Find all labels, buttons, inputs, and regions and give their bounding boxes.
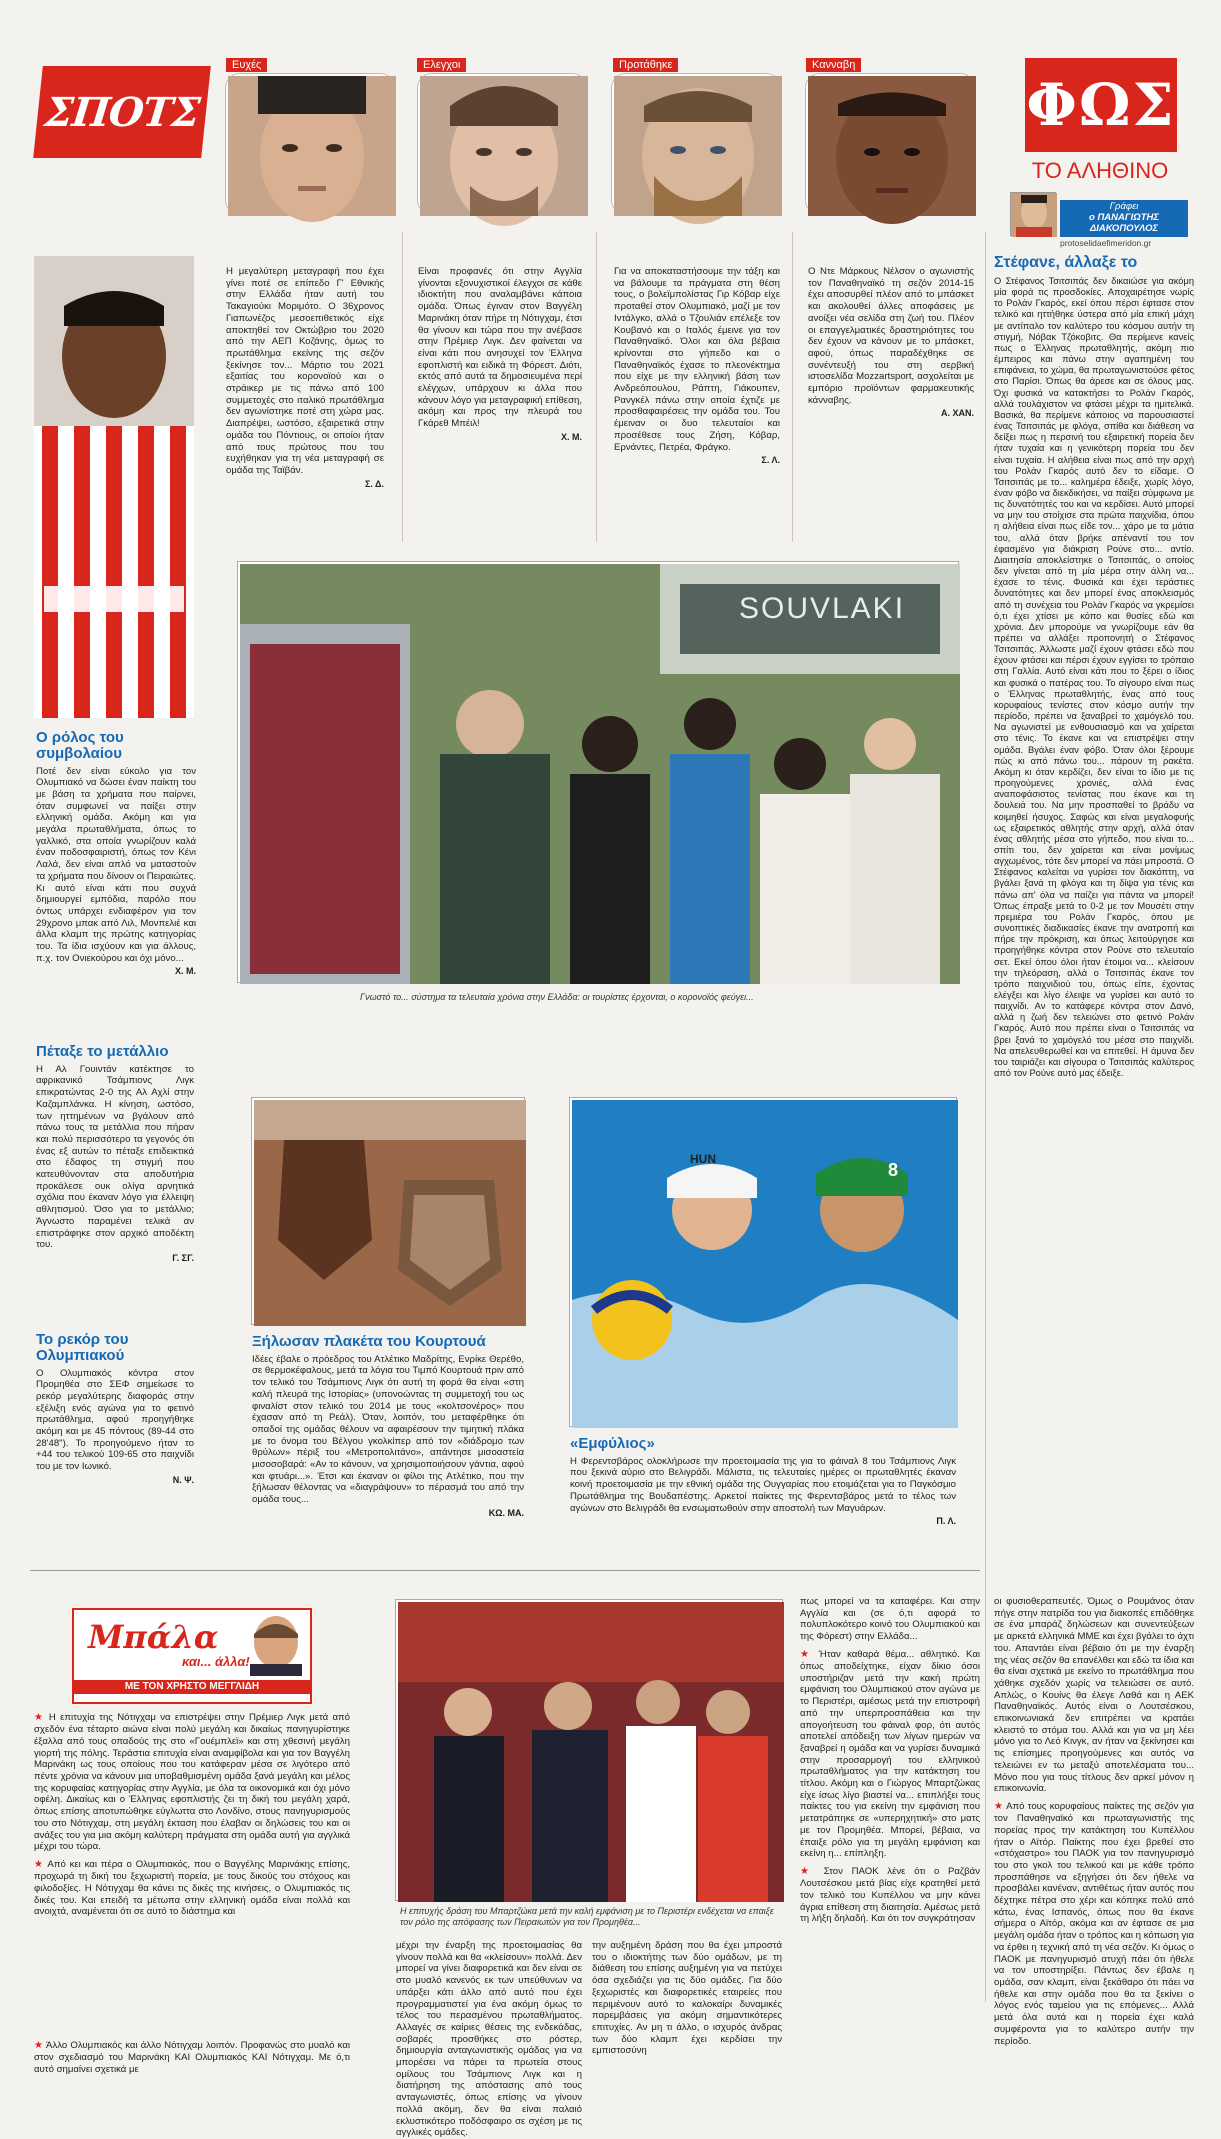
tab-euxes: Ευχές	[226, 58, 267, 72]
bartzokas-photo	[396, 1600, 782, 1900]
signature: Γ. ΣΓ.	[172, 1253, 194, 1263]
portrait-marinakis	[418, 74, 586, 214]
fos-subtitle: ΤΟ ΑΛΗΘΙΝΟ	[1031, 158, 1169, 183]
metallio-text: Η Αλ Γουιντάν κατέκτησε το αφρικανικό Τσάμπιονς Λιγκ επικρατώντας 2-0 της Αλ Αχλί στην Καζαμπλάνκα. Η κίνηση, ωστόσο, των ηττημένων να βγάλουν από πάνω τους τα μετάλλια που πήραν και πολύ περισσότερο τα γεγονός ότι ένας εξ αυτών το πέταξε επιδεικτικά στο έδαφος τη στιγμή που κατευθύνονταν στα αποδυτήρια προκάλεσε ουκ ολίγα αρνητικά σχόλια που έκαναν λόγο για έλλειψη αθλητισμού. Όσο για το μετάλλιο; Άγνωστο παραμένει τελικά αν επιστράφηκε στον αρχικό αποδέκτη του.	[36, 1063, 194, 1251]
signature: ΚΩ. ΜΑ.	[488, 1507, 524, 1518]
short-item-text: Είναι προφανές ότι στην Αγγλία γίνονται εξονυχιστικοί έλεγχοι σε κάθε ιδιοκτήτη που αναλαμβάνει κάποια ομάδα. Όπως έγιναν στον Βαγγέλη Μαρινάκη όταν πήρε τη Νότιγχαμ, έτσι θα γίνουν και τώρα που την ανέβασε στην Πρέμιερ Λιγκ. Δεν φαίνεται να είναι κάτι που ανησυχεί τον Έλληνα εφοπλιστή και ειδικά τη Φόρεστ. Διότι, εκτός από αυτά τα δημοσιευμένα περί ελέγχων, υπάρχουν κι άλλα που κάνουν λόγο για μεταγραφική επίθεση, ακόμη και προς την πλευρά του Γκάρεθ Μπέιλ!	[418, 266, 582, 430]
mpala-para-3: μέχρι την έναρξη της προετοιμασίας θα γίνουν πολλά και θα «κλείσουν» πολλά. Δεν μπορεί να γίνει διαφορετικά και δεν είναι σε στο μυαλό κανενός εκ των υπεύθυνων να υπάρξει κάτι άλλο από αυτό που έχει προγραμματιστεί για ένα ακόμη όμως το τέλος του περασμένου πρωταθλήματος. Αλλαγές σε καίριες θέσεις της ενδεκάδας, σοβαρές προσθήκες στο ρόστερ, δημιουργία ανταγωνιστικής ομάδας για να μπορέσει να πάρει τα πρωτεία στους ομίλους του Τσάμπιονς Λιγκ και η διατήρηση της απόστασης από τους ανταγωνιστές, όπως επίσης να γίνουν πολλά ακόμη, δεν θα είναι παλαιό εκλυστικότερο ποδόσφαιρο σε σχέση με τις αγγλικές ομάδες.	[396, 1940, 582, 2139]
mpala-title: Μπάλα	[88, 1618, 219, 1656]
symvolaio-article	[36, 730, 196, 976]
mpala-col-4	[994, 1596, 1194, 2047]
short-item-morimoto	[226, 266, 384, 490]
rekor-title: Το ρεκόρ του Ολυμπιακού	[36, 1331, 129, 1364]
columnist-avatar	[246, 1614, 306, 1676]
mpala-col-3	[800, 1596, 980, 1925]
mpala-para-1: Η επιτυχία της Νότιγχαμ να επιστρέψει στην Πρέμιερ Λιγκ μετά από σχεδόν ένα τέταρτο αιώνα είναι πολύ μεγάλη και δικαίως πανηγυρίστηκε έξαλλα από τους οπαδούς της στο «Γουέμπλεϊ» και στη χθεσινή μεγάλη γιορτή της πόλης. Τεράστια επιτυχία είναι αναμφίβολα και για τον Βαγγέλη Μαρινάκη ως τους οποίους που του κατάφεραν μέσα σε λιγότερο από πέντε χρόνια να κάνουν μια υποβαθμισμένη ομάδα ξανά μεγάλη και μέλος της κορυφαίας κατηγορίας στην Αγγλία, με όλα τα οικονομικά και όχι μόνο οφέλη. Δικαίως και ο Έλληνας εφοπλιστής ζει τη δική του μεγάλη χαρά, όπως επίσης αποτυπώθηκε εύγλωττα στο Λονδίνο, στους πανηγυρισμούς του στο Νότιγχαμ, στη μεγάλη έκταση που έλαβαν οι δηλώσεις του και οι ανάξες του για μια ακόμη καλύτερη πράγματα στη ομάδα αυτή για αγγλικά μέχρι του τώρα.	[34, 1712, 350, 1853]
star-icon: ★	[34, 2040, 44, 2051]
star-icon: ★	[34, 1712, 45, 1723]
main-photo-caption: Γνωστό το... σύστημα τα τελευταία χρόνια στην Ελλάδα: οι τουρίστες έρχονται, ο κορονοϊός φεύγει...	[360, 992, 754, 1002]
author-line-1: Γράφει	[1109, 201, 1139, 212]
mpala-para-10: Από τους κορυφαίους παίκτες της σεζόν για τον Παναθηναϊκό και πρωταγωνιστής της πορείας προς την κατάκτηση του Κυπέλλου ήταν ο Αϊτόρ. Παίκτης που έχει βρεθεί στο «στόχαστρο» του ΠΑΟΚ για τον πανηγυρισμό του στο γκολ του τελικού και με κάθε τρόπο προσπάθησε να εξηγήσει ότι δεν ήθελε να προσβάλει κανέναν, αντιθέτως ήταν αυτός που δέχτηκε πέτρα στο χέρι και κόπηκε πολύ από κάτω, ένας Ισπανός, όπως που θα έκανε σήμερα ο Αϊτόρ, ακόμα και αν έφτασε σε μια μεγάλη ομάδα ήταν ο τρόπος και η κόπωση για να έρθει η τεχνική από τη νέα σεζόν. Κι όμως ο ΠΑΟΚ με πανηγυρισμό ατυχή πάει ότι ήθελε να τον υποστηρίξει. Πάντως δεν έβαλε η ομάδα, σαν κλαμπ, είναι ξεκάθαρο ότι πάει να ήθελε και στην ομάδα που θα τα ξεκίνει ο λόγος ενός ταμείου για τις επόμενες... Αλλά μετά όλα αυτά και η πορεία έχει καλά συμφέροντα για το καλύτερο αυτήν την περίοδο.	[994, 1800, 1195, 2047]
emfylios-title: «Εμφύλιος»	[570, 1435, 655, 1452]
signature: Σ. Δ.	[364, 478, 384, 489]
plaketa-article	[252, 1334, 524, 1518]
short-item-nelson	[808, 266, 974, 419]
mpala-col-1	[34, 1712, 350, 1918]
signature: Σ. Λ.	[761, 455, 780, 466]
rekor-article	[36, 1332, 194, 1485]
cap-hun-label: HUN	[690, 1152, 716, 1166]
mpala-byline: ΜΕ ΤΟΝ ΧΡΗΣΤΟ ΜΕΓΓΛΙΔΗ	[74, 1680, 310, 1694]
mpala-para-8: Στον ΠΑΟΚ λένε ότι ο Ραζβάν Λουτσέσκου μετά βίας είχε κρατηθεί μετά τον τελικό του Κυπέλλου να μην κάνει άγρια επίθεση στη διαιτησία. Αμέσως μετά τη λήξη δηλαδή. Και ότι τον συγκράτησαν	[800, 1865, 981, 1925]
short-item-text: Για να αποκαταστήσουμε την τάξη και να βάλουμε τα πράγματα στη θέση τους, ο βολεϊμπολίστας Γιρ Κόβαρ είχε προταθεί στον Ολυμπιακό, μαζί με τον Ιντάλγκο, αλλά ο Τζουλιάν επέλεξε τον Κουβανό και ο Ιταλός έμεινε για τον Παναθηναϊκό. Όλοι και όλα βέβαια κρίνονται στο γήπεδο και ο Παναθηναϊκός έχασε το πλεονέκτημα που είχε με την ελληνική βάση των Ανδρεόπουλου, Ράπτη, Γιάκουπεν, Ρανγκέλ πάνω στην οποία έχτιζε με προσθαφαιρέσεις την ομάδα του. Του έμειναν οι δυο τελευταίοι και προσέθεσε τους Ζήση, Κόβαρ, Ερνάντες, Πετρέα, Φράγκο.	[614, 266, 780, 453]
metallio-title: Πέταξε το μετάλλιο	[36, 1043, 169, 1060]
waterpolo-photo	[570, 1098, 956, 1426]
portrait-nelson	[806, 74, 974, 214]
author-line-2: ο ΠΑΝΑΓΙΩΤΗΣ	[1089, 211, 1159, 223]
mpala-col-2a	[396, 1940, 582, 2139]
fos-headline: Στέφανε, άλλαξε το	[994, 254, 1138, 271]
emfylios-text: Η Φερεντσβάρος ολοκλήρωσε την προετοιμασία της για το φάιναλ 8 του Τσάμπιονς Λιγκ που ξεκινά αύριο στο Βελιγράδι. Μάλιστα, τις τελευταίες ημέρες οι πρωταθλητές έκαναν κοινή προετοιμασία με την εθνική ομάδα της Ουγγαρίας που ετοιμάζεται για το Παγκόσμιο Πρωτάθλημα της Βουδαπέστης. Αρκετοί παίκτες της Φερεντσβάρος μετά το τέλος των αγώνων στο Βελιγράδι θα ενσωματωθούν στην αποστολή των Μαγυάρων.	[570, 1455, 956, 1514]
tab-elegxoi: Ελεγχοι	[417, 58, 466, 72]
star-icon: ★	[800, 1865, 815, 1877]
short-item-kovar	[614, 266, 780, 466]
short-item-text: Ο Ντε Μάρκους Νέλσον ο αγωνιστής τον Παναθηναϊκό τη σεζόν 2014-15 έχει αποσυρθεί πλέον από το μπάσκετ και ακολουθεί άλλες αποφάσεις με ανοίξει νέα σελίδα στη ζωή του. Πλέον οι επαγγελματικές δραστηριότητες του δεν έχουν να κάνουν με το μπάσκετ, αφού, όπως παραδέχθηκε σε συνέντευξή του στη σερβική ιστοσελίδα Mozzartsport, ασχολείται με εμπόριο προϊόντων φαρμακευτικής κάνναβης.	[808, 266, 974, 406]
sports-section-logo: ΣΠΟΤΣ	[33, 66, 211, 158]
star-icon: ★	[994, 1800, 1004, 1812]
plaketa-title: Ξήλωσαν πλακέτα του Κουρτουά	[252, 1333, 486, 1350]
mpala-para-5: την αυξημένη δράση που θα έχει μπροστά του ο ιδιοκτήτης των δύο ομάδων, με τη διάθεση του επίσης αυξημένη για να πετύχει όσα σχεδιάζει για τις δύο ομάδες. Για δύο ξεχωριστές και διαφορετικές εταιρείες που περιμένουν αυτό το καλοκαίρι δυναμικές παρεμβάσεις για ακόμη σημαντικότερες επιτυχίες. Αν μη τι άλλο, ο ισχυρός άνδρας των δύο κλαμπ έχει κερδίσει την εμπιστοσύνη	[592, 1940, 782, 2057]
plaketa-photo	[252, 1098, 524, 1324]
mpala-column-header	[72, 1608, 312, 1704]
fos-logo: ΦΩΣ	[1025, 58, 1177, 152]
signature: Χ. Μ.	[560, 431, 582, 442]
section-divider	[30, 1570, 980, 1571]
tab-kannavi: Κανναβη	[806, 58, 861, 72]
mpala-photo-caption: Η επιτυχής δράση του Μπαρτζώκα μετά την καλή εμφάνιση με το Περιστέρι ενδέχεται να επαιξε τον ρόλο της απόφασης των Πειραιωτών για τον Προμηθέα...	[400, 1906, 774, 1927]
signature: Χ. Μ.	[174, 966, 196, 977]
short-item-forest	[418, 266, 582, 443]
fos-text: Ο Στέφανος Τσιτσιπάς δεν δικαιώσε για ακόμη μία φορά τις προσδοκίες. Αποχαιρέτησε νωρίς το Ρολάν Γκαρός, εκεί όπου πέρσι έφτασε στον τελικό και ηττήθηκε ύστερα από μία επική μάχη με αντίπαλο τον καλύτερο του κόσμου αυτήν τη στιγμή, Νόβακ Τζόκοβιτς. Θα περίμενε κανείς πως ο Έλληνας πρωταθλητής, ακόμη πιο έμπειρος και πάνω στην αγαπημένη του επιφάνεια, το χώμα, θα πρωταγωνιστούσε φέτος στο Παρίσι. Όπως θα άρεσε και σε όλους μας. Όχι φυσικά να κατακτήσει το Ρολάν Γκαρός, αλλά τουλάχιστον να φτάσει μέχρι τα ημιτελικά. Βασικά, θα περίμενε κάποιος να παρουσιαστεί ένας Τσιτσιπάς με φλόγα, σπίθα και διάθεση να δείξει πως η περσινή του εξαιρετική πορεία δεν ήταν τυχαία και η γενικότερη πορεία του δεν είναι τυχαία. Η αλήθεια είναι πως από την αρχή του Ρολάν Γκαρός αυτό δεν το είδαμε. Ο Τσιτσιπάς με το... καλημέρα έδειξε, χωρίς λόγο, έναν φόβο να διεκδικήσει, να παίξει σύμφωνα με τις δυνατότητές του και να κερδίσει. Αυτό μπορεί να μην του στοίχισε στα πρώτα παιχνίδια, όπου η αλήθεια είναι πως είδε τον... χάρο με τα μάτια του, αλλά όταν βρήκε απέναντί του τον έφασμένο για διάκριση Ρούνε στο... αντίο. Διαιτησία αποκλείστηκε ο Τσιτσιπάς, ο οποίος δεν γίνεται από τη μία μέρα στην άλλη να... έχασε το τένις. Φυσικά και έχει τεράστιες δυνατότητες και δεν μπορεί ένας αποκλεισμός από τη συνέχεια του Ρολάν Γκαρός να γκρεμίσει ό,τι έχει χτίσει με κόπο και θυσίες εδώ και χρόνια. Δεν μπορούμε να γνωρίζουμε εάν θα πρέπει να αλλάξει προπονητή ο Στέφανος Τσιτσιπάς. Άλλωστε μαζί έχουν φτάσει εδώ που έχουν φτάσει και πέρσι έχουν εγγίσει το τρόπαιο στη Γαλλία. Αυτό είναι κάτι που το ξέρει ο ίδιος και φυσικά ο πατέρας του. Το σίγουρο είναι πως ο Έλληνας πρωταθλητής, ένας από τους κορυφαίους τενίστες στον κόσμο αυτήν την περίοδο, πρέπει να ξαναβρεί το χαμόγελό του. Να αγωνιστεί με ενθουσιασμό και να χαίρεται στο τένις. Το έκανε και να επιστρέψει στην ομάδα. Βγάλει έναν φόβο. Όταν όλοι ξέρουμε πώς κι από πάνω του... πάρουν τη ρακέτα. Ακόμη κι όταν κερδίζει, δεν είναι το ίδιο με τις προηγούμενες χρονιές, αλλά ένας αναποφάσιστος τενίστας που έκανε και τη δουλειά του. Να μην προσπαθεί το βράδυ να κοιμηθεί ήσυχος. Σαφώς και είναι μεγαλοφυής ως εξαιρετικός αθλητής στην αρχή, αλλά όταν ένας αθλητής μέσα στο γήπεδο, που είναι το... σπίτι του, δεν χαίρεται και είναι μονίμως αγχωμένος, τότε δεν μπορεί να πάει μπροστά. Ο Στέφανος καλείται να γυρίσει τον διακόπτη, να βγάλει ξανά τη φλόγα και τη δίψα για τένις και πάνω απ' όλα να παίζει για πάντα να μπορεί! Όπως έπραξε μετά το 0-2 με τον Μουσέτι στην πρεμιέρα του Ρολάν Γκαρός, όπου με συνοπτικές διαδικασίες έκανε την ανατροπή και πήρε την πρόκριση, και όπως λειτούργησε και προηγήθηκε κόντρα στον Ρούνε στο τελευταίο σετ. Εκεί όπου όλοι ήταν έτοιμοι να... κλείσουν την τηλεόραση, αλλά ο Τσιτσιπάς έκανε τον τρόπο παιχνιδιού του, όπως είπε, έχοντας ελέγξει και λίγο έλειψε να γυρίσει και αυτό το παιχνίδι. Αν το κατάφερε κόντρα στον Δανό, αλλά η ζωή δεν τελειώνει στο φετινό Ρολάν Γκαρός. Αυτό που πρέπει είναι ο Τσιτσιπάς να βρει ξανά το χαμόγελό του μέσα στο παιχνίδι. Να απελευθερωθεί και να επιτεθεί. Η άμυνα δεν του ταιριάζει και σίγουρα ο Τσιτσιπάς καλύτερος από τον Ρούνε αυτό μας έδειξε.	[994, 276, 1194, 1079]
rule	[402, 232, 403, 542]
fos-column	[994, 254, 1194, 1079]
portrait-kovar	[612, 74, 780, 214]
star-icon: ★	[800, 1648, 813, 1660]
mpala-para-2: Από κει και πέρα ο Ολυμπιακός, που ο Βαγγέλης Μαρινάκης επίσης, προχωρά τη δική του ξεχωριστή πορεία, με τους δικούς του στόχους και φιλοδοξίες. Η Νότιγχαμ θα κάνει τις δικές της κινήσεις, ο Ολυμπιακός τις δικές του. Και επειδή τα μέτωπα στην ελληνική ομάδα είναι πολλά και ανοιχτά, αναμένεται ότι σε αυτό το διάστημα και	[34, 1858, 350, 1918]
emfylios-article	[570, 1436, 956, 1526]
mpala-para-4: Άλλο Ολυμπιακός και άλλο Νότιγχαμ λοιπόν. Προφανώς στο μυαλό και στον σχεδιασμό του Μαρινάκη ΚΑΙ Ολυμπιακός ΚΑΙ Νότιγχαμ. Με ό,τι αυτό σημαίνει σχετικά με	[34, 2040, 351, 2075]
rule	[792, 232, 793, 542]
short-item-text: Η μεγαλύτερη μεταγραφή που έχει γίνει ποτέ σε επίπεδο Γ' Εθνικής στην Ελλάδα ήταν αυτή του Τακαγιούκι Μοριμότο. Ο 36χρονος Γιαπωνέζος μεσοεπιθετικός είχε αποκτηθεί τον Οκτώβριο του 2020 από την ΑΕΠ Κοζάνης, όμως το πρωτάθλημα εκείνης της σεζόν ξεκίνησε τον... Μάρτιο του 2021 εξαιτίας του κορονοϊού και ο στράικερ με τις πάνω από 100 συμμετοχές στο ιταλικό πρωτάθλημα δεν αγωνίστηκε ποτέ στη χώρα μας. Διαπρέψει, ωστόσο, εξαιρετικά στην ομάδα του Πόντιους, οι οποίοι ήταν από τους πρώτους που του ευχήθηκαν για τη νέα μεταγραφή σε ομάδα της Ταϊβάν.	[226, 266, 384, 476]
olympiacos-player-photo	[34, 256, 194, 718]
signature: Π. Λ.	[936, 1516, 956, 1527]
mpala-subtitle: και... άλλα!	[182, 1654, 250, 1669]
mpala-col-2b	[592, 1940, 782, 2057]
tab-protathike: Προτάθηκε	[613, 58, 678, 72]
portrait-morimoto	[226, 74, 394, 214]
signature: Α. ΧΑΝ.	[940, 408, 974, 419]
metallio-article	[36, 1044, 194, 1263]
author-avatar	[1010, 192, 1056, 236]
signature: Ν. Ψ.	[172, 1474, 194, 1485]
mpala-para-6: πως μπορεί να τα καταφέρει. Και στην Αγγλία και (σε ό,τι αφορά το πολυπλοκότερο κοινό του Ολυμπιακού και της Φόρεστ) στην Ελλάδα...	[800, 1596, 980, 1643]
plaketa-text: Ιδέες έβαλε ο πρόεδρος του Ατλέτικο Μαδρίτης, Ενρίκε Θερέθο, σε θερμοκέφαλους, μετά τα λόγια του Τιμπό Κουρτουά πριν από τον τελικό του Τσάμπιονς Λιγκ ότι αυτή τη φορά θα είναι «στη καλή πλευρά της Ιστορίας» (υπονοώντας τη συμμετοχή του ως φιναλίστ στον τελικό του 2014 με τους «κολτσονέρος» που έχασαν από τη Ρεάλ). Όταν, λοιπόν, του μεταφέρθηκε ότι οπαδοί της ομάδας θέλουν να αφαιρέσουν την τιμητική πλάκα με το όνομα του Βέλγου γκολκίπερ από τον «διάδρομο των θρύλων» πέριξ του «Μετροπολιτάνο», απάντησε μισοαστεία μισοσοβαρά: «Αν το κάνουν, να χρησιμοποιήσουν γάντια, αφού και φτυάρι...». Έτσι και έκαναν οι φίλοι της Ατλέτικο, που την ξήλωσαν θέλοντας να «διαγράψουν» το πέρασμά του από την ομάδα τους...	[252, 1353, 524, 1506]
tourists-photo	[238, 562, 958, 982]
mpala-para-7: Ήταν καθαρά θέμα... αθλητικό. Και όπως αποδείχτηκε, είχαν δίκιο όσοι υποστήριζαν μετά την κακή πρώτη εμφάνιση του Ολυμπιακού στον αγώνα με το Περιστέρι, αμέσως μετά την επιστροφή από την υπερπροσπάθεια και την απογοήτευση του φάιναλ φορ, ότι αυτός αποτελεί απόδειξη των λίγων ημερών να ξαναβρεί η ομάδα και να γυρίσει δυναμικά στην προσαρμογή του ελληνικού πρωταθλήματος για την κατάκτηση του τίτλου. Ακόμη και ο Γιώργος Μπαρτζώκας είχε ίσως λίγο βιαστεί να... επιπλήξει τους παίκτες του για εκείνη την εμφάνιση που μετατράπηκε σε «υπερηχητική» στο ματς με τον Προμηθέα. Μπορεί, βέβαια, να έπαιξε ρόλο για τη μεγάλη εμφάνιση και εκείνη η... επίπληξη.	[800, 1648, 980, 1860]
souvlaki-sign: SOUVLAKI	[738, 592, 906, 625]
rekor-text: Ο Ολυμπιακός κόντρα στον Προμηθέα στο ΣΕΦ σημείωσε το ρεκόρ μεγαλύτερης διαφοράς στην εξέλιξη ενός αγώνα για το φετινό πρωτάθλημα, αφού προηγήθηκε ακόμη και με 45 πόντους (89-44 στο 28'48"). Το προηγούμενο ήταν το +44 του τελικού 109-65 στο παιχνίδι του με τον Ιωνικό.	[36, 1367, 194, 1473]
cap-number-label: 8	[888, 1160, 899, 1180]
mpala-col-1b	[34, 2040, 350, 2076]
symvolaio-text: Ποτέ δεν είναι εύκολο για τον Ολυμπιακό να δώσει έναν παίκτη του με βάση τα χρήματα που παίρνει, όταν συμφωνεί να παίξει στην ελληνική ομάδα. Ακόμη και για μεγάλα πρωταθλήματα, όπως το γαλλικό, στα οποία γνωρίζουν καλά έναν ποδοσφαιριστή, όπως τον Κένι Λαλά, δεν είναι απλό να ματαστούν τα χρήματα που δίνουν οι Πειραιώτες. Κι αυτό είναι κάτι που συχνά δημιουργεί εμπόδια, παρόλο που όντως υπάρχει ενδιαφέρον για τον 29χρονο μπακ από Λιλ, Μονπελιέ και άλλα κλαμπ της πρώτης κατηγορίας του. Τα ίδια ισχύουν και για άλλους, π.χ. τον Ονιεκούρου και όχι μόνο...	[36, 765, 196, 964]
author-byline	[1060, 200, 1188, 237]
watermark: protoselidaefimeridon.gr	[1060, 238, 1152, 248]
author-line-3: ΔΙΑΚΟΠΟΥΛΟΣ	[1089, 222, 1159, 234]
rule	[985, 232, 986, 2002]
rule	[596, 232, 597, 542]
mpala-para-9: οι φυσιοθεραπευτές. Όμως ο Ρουμάνος όταν πήγε στην πατρίδα του για διακοπές επιδόθηκε σε ένα μπαράζ δηλώσεων και συνεντεύξεων με αρκετά ελληνικά ΜΜΕ και έχει βγάλει το άχτι του. Απαντάει είναι βέβαιο ότι με την έναρξη της νέας σεζόν θα επανέλθει και εδώ τα ίδια και θα είναι σχετικά με εκείνο το πρωτάθλημα που χάθηκε σχεδόν χωρίς να τελειώσει σε αυτό. Απλώς, ο Κουίνς θα έλεγε Λαθά και η ΑΕΚ Παναθηναϊκός. Αυτός είναι ο Λουτσέσκου, επικοινωνιακά δεν επιτρέπει να κρατάει κλειστό το στόμα του. Αλλά και για να μη λέει μόνο για το Λεό Κινγκ, αν ήταν να ξεκίνησει και τις επίσημες προηγούμενες και αυτός να τελειώνει εν τω μεταξύ αποτελέσματα του... Μόνο που για τους τίτλους δεν αρκεί μόνον η επικοινωνία.	[994, 1596, 1194, 1795]
star-icon: ★	[34, 1858, 45, 1870]
symvolaio-title: Ο ρόλος του συμβολαίου	[36, 729, 124, 762]
